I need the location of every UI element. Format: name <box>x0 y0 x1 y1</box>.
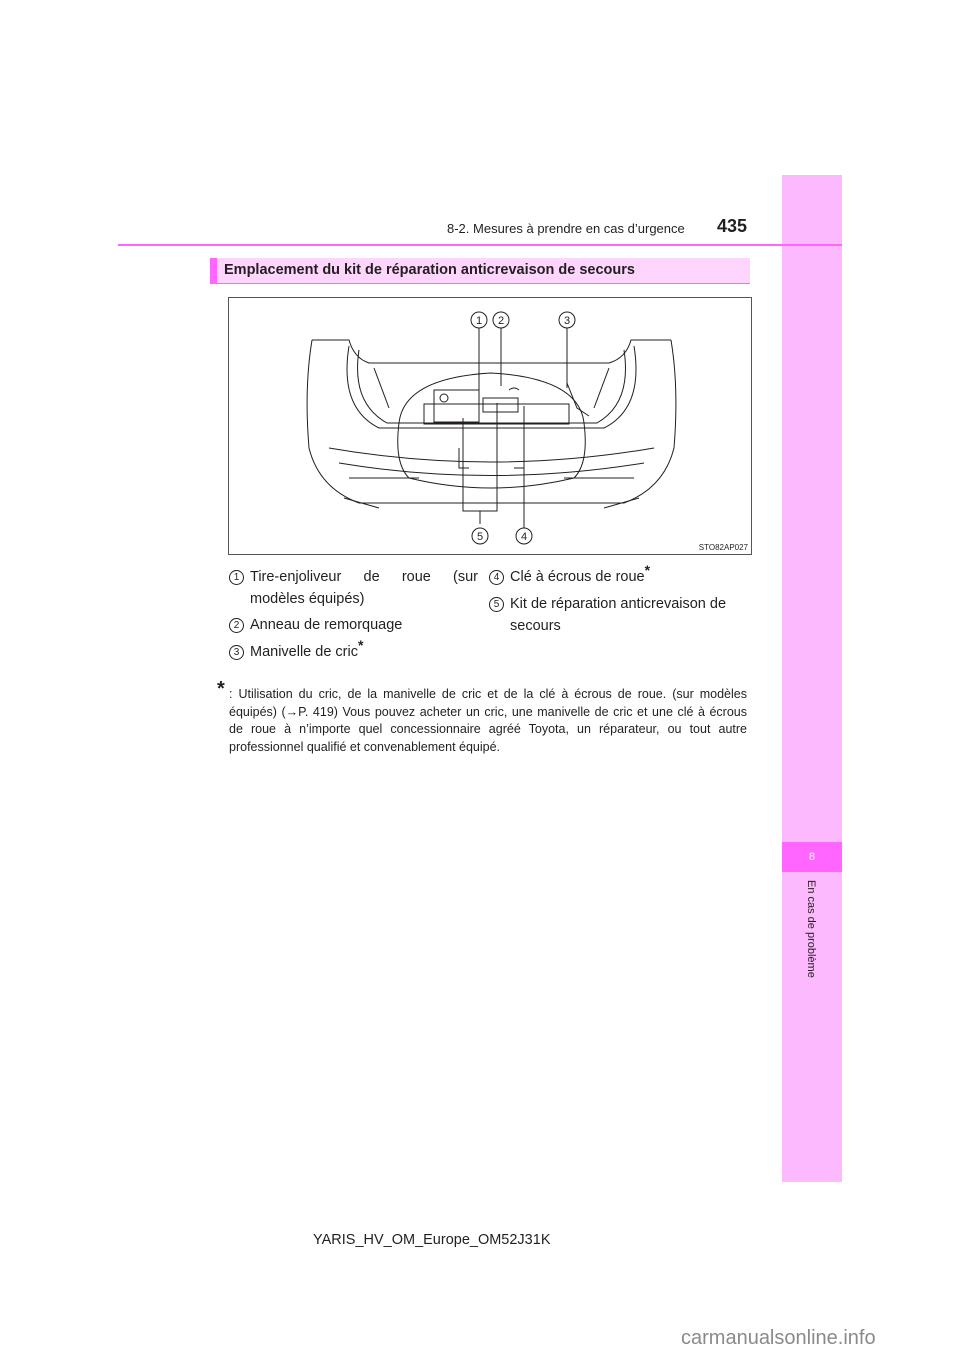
section-heading-bar <box>210 258 750 284</box>
figure-code: STO82AP027 <box>698 543 748 552</box>
item-text: Manivelle de cric <box>250 644 358 660</box>
chapter-number: 8 <box>782 842 842 872</box>
callout-4: 4 <box>520 531 528 543</box>
section-title: 8-2. Mesures à prendre en cas d’urgence <box>447 221 685 236</box>
trunk-illustration <box>228 297 752 555</box>
list-item-2 <box>229 614 402 636</box>
page-number: 435 <box>717 216 748 236</box>
number-2-icon: 2 <box>229 618 244 633</box>
chapter-side-tab <box>782 175 842 1182</box>
list-item-1 <box>229 566 479 610</box>
item-text: Tire-enjoliveur de roue (sur <box>250 569 478 585</box>
heading-accent <box>210 258 217 283</box>
footnote <box>217 678 747 756</box>
watermark: carmanualsonline.info <box>681 1327 876 1349</box>
asterisk-icon: * <box>358 637 364 653</box>
item-text: Kit de réparation anticrevaison de <box>510 596 727 612</box>
item-text: Clé à écrous de roue <box>510 569 645 585</box>
list-item-4 <box>489 562 651 588</box>
footnote-text: : Utilisation du cric, de la manivelle de cric et de la clé à écrous de roue. (sur modèles équipés) (→P. 419) Vous pouvez acheter un cric, une manivelle de cric et une clé à écrous de roue à n’importe quel concessionnaire agréé Toyota, un réparateur, ou tout autre professionnel qualifié et convenablement équipé. <box>229 687 747 754</box>
car-trunk-drawing <box>229 298 751 554</box>
asterisk-icon: * <box>644 562 651 578</box>
chapter-title: En cas de problème <box>805 880 817 978</box>
list-item-3 <box>229 637 364 663</box>
list-item-5 <box>489 593 726 637</box>
header-divider <box>118 244 842 246</box>
callout-3: 3 <box>563 315 571 327</box>
item-text-cont: modèles équipés) <box>250 591 365 607</box>
section-heading: Emplacement du kit de réparation anticrevaison de secours <box>224 262 635 278</box>
number-5-icon: 5 <box>489 597 504 612</box>
asterisk-icon: * <box>217 678 225 700</box>
callout-5: 5 <box>476 531 484 543</box>
item-text-cont: secours <box>510 618 561 634</box>
number-4-icon: 4 <box>489 570 504 585</box>
item-text: Anneau de remorquage <box>250 617 403 633</box>
number-1-icon: 1 <box>229 570 244 585</box>
document-footer: YARIS_HV_OM_Europe_OM52J31K <box>313 1232 551 1248</box>
number-3-icon: 3 <box>229 645 244 660</box>
callout-1: 1 <box>475 315 483 327</box>
callout-2: 2 <box>497 315 505 327</box>
